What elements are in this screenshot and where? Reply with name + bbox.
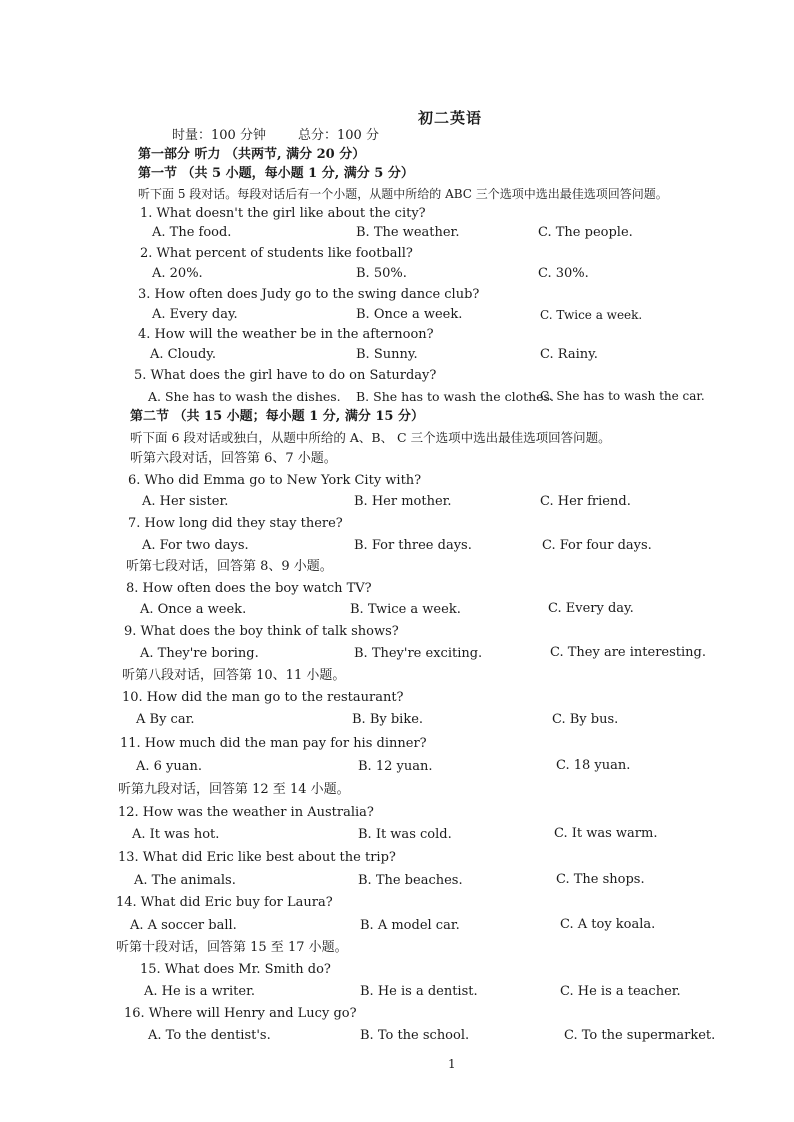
dialog-prompt: 听第八段对话，回答第 10、11 小题。 <box>122 668 346 683</box>
option-a: A. For two days. <box>142 538 249 553</box>
option-a: A. Her sister. <box>142 494 229 509</box>
option-c: C. He is a teacher. <box>560 984 681 999</box>
option-c: C. The shops. <box>556 872 645 887</box>
question-text: 3. How often does Judy go to the swing dance club? <box>138 287 480 302</box>
option-a: A. 20%. <box>152 266 203 281</box>
question-text: 16. Where will Henry and Lucy go? <box>124 1006 357 1021</box>
option-b: B. Once a week. <box>356 307 463 322</box>
option-c: C. Rainy. <box>540 347 598 362</box>
section-one-heading: 第一节 （共 5 小题，每小题 1 分, 满分 5 分） <box>138 166 414 181</box>
option-b: B. A model car. <box>360 918 460 933</box>
part-one-heading: 第一部分 听力 （共两节, 满分 20 分） <box>138 147 366 162</box>
question-text: 11. How much did the man pay for his dinner? <box>120 736 427 751</box>
option-b: B. Twice a week. <box>350 602 461 617</box>
question-text: 8. How often does the boy watch TV? <box>126 581 372 596</box>
option-c: C. Twice a week. <box>540 308 643 322</box>
question-text: 9. What does the boy think of talk shows? <box>124 624 399 639</box>
option-c: C. The people. <box>538 225 633 240</box>
option-a: A. She has to wash the dishes. <box>148 389 341 404</box>
dialog-prompt: 听第十段对话，回答第 15 至 17 小题。 <box>116 940 348 955</box>
option-c: C. 30%. <box>538 266 589 281</box>
option-a: A. The food. <box>152 225 232 240</box>
question-text: 2. What percent of students like football? <box>140 246 413 261</box>
option-a: A. Once a week. <box>140 602 247 617</box>
question-text: 4. How will the weather be in the afternoon? <box>138 327 434 342</box>
question-text: 1. What doesn't the girl like about the city? <box>140 206 426 221</box>
section-one-instruction: 听下面 5 段对话。每段对话后有一个小题，从题中所给的 ABC 三个选项中选出最佳选项回答问题。 <box>138 187 668 201</box>
option-c: C. They are interesting. <box>550 645 706 660</box>
option-b: B. By bike. <box>352 712 424 727</box>
option-c: C. For four days. <box>542 538 652 553</box>
page-number: 1 <box>448 1057 456 1071</box>
option-b: B. Sunny. <box>356 347 418 362</box>
question-text: 10. How did the man go to the restaurant? <box>122 690 404 705</box>
dialog-prompt: 听第九段对话，回答第 12 至 14 小题。 <box>118 782 350 797</box>
option-a: A. The animals. <box>134 873 236 888</box>
option-a: A By car. <box>136 712 195 727</box>
dialog-prompt: 听第六段对话，回答第 6、7 小题。 <box>130 451 337 466</box>
option-a: A. A soccer ball. <box>130 918 237 933</box>
option-a: A. Cloudy. <box>150 347 217 362</box>
option-b: B. The beaches. <box>358 873 463 888</box>
question-text: 14. What did Eric buy for Laura? <box>116 895 333 910</box>
option-b: B. They're exciting. <box>354 646 483 661</box>
option-c: C. To the supermarket. <box>564 1028 716 1043</box>
question-text: 7. How long did they stay there? <box>128 516 343 531</box>
option-b: B. It was cold. <box>358 827 452 842</box>
question-text: 13. What did Eric like best about the trip? <box>118 850 396 865</box>
option-b: B. She has to wash the clothes. <box>356 389 554 404</box>
option-a: A. They're boring. <box>140 646 259 661</box>
option-a: A. Every day. <box>152 307 238 322</box>
option-b: B. Her mother. <box>354 494 452 509</box>
option-c: C. Her friend. <box>540 494 631 509</box>
option-b: B. The weather. <box>356 225 460 240</box>
option-c: C. She has to wash the car. <box>540 389 705 403</box>
option-b: B. 50%. <box>356 266 407 281</box>
question-text: 12. How was the weather in Australia? <box>118 805 374 820</box>
option-c: C. It was warm. <box>554 826 658 841</box>
question-text: 15. What does Mr. Smith do? <box>140 962 331 977</box>
option-b: B. For three days. <box>354 538 472 553</box>
question-text: 5. What does the girl have to do on Saturday? <box>134 368 437 383</box>
option-b: B. To the school. <box>360 1028 470 1043</box>
option-b: B. He is a dentist. <box>360 984 478 999</box>
option-a: A. It was hot. <box>132 827 220 842</box>
exam-total-score: 总分：100 分 <box>298 128 379 143</box>
exam-time: 时量：100 分钟 <box>172 128 266 143</box>
section-two-instruction: 听下面 6 段对话或独白，从题中所给的 A、B、 C 三个选项中选出最佳选项回答问题。 <box>130 430 611 445</box>
option-c: C. Every day. <box>548 601 634 616</box>
page-title: 初二英语 <box>418 109 483 127</box>
dialog-prompt: 听第七段对话，回答第 8、9 小题。 <box>126 559 333 574</box>
option-a: A. 6 yuan. <box>136 759 203 774</box>
option-a: A. To the dentist's. <box>148 1028 271 1043</box>
question-text: 6. Who did Emma go to New York City with? <box>128 473 422 488</box>
option-a: A. He is a writer. <box>144 984 255 999</box>
option-c: C. 18 yuan. <box>556 758 631 773</box>
section-two-heading: 第二节 （共 15 小题；每小题 1 分, 满分 15 分） <box>130 409 424 424</box>
option-c: C. By bus. <box>552 712 619 727</box>
option-c: C. A toy koala. <box>560 917 656 932</box>
option-b: B. 12 yuan. <box>358 759 433 774</box>
